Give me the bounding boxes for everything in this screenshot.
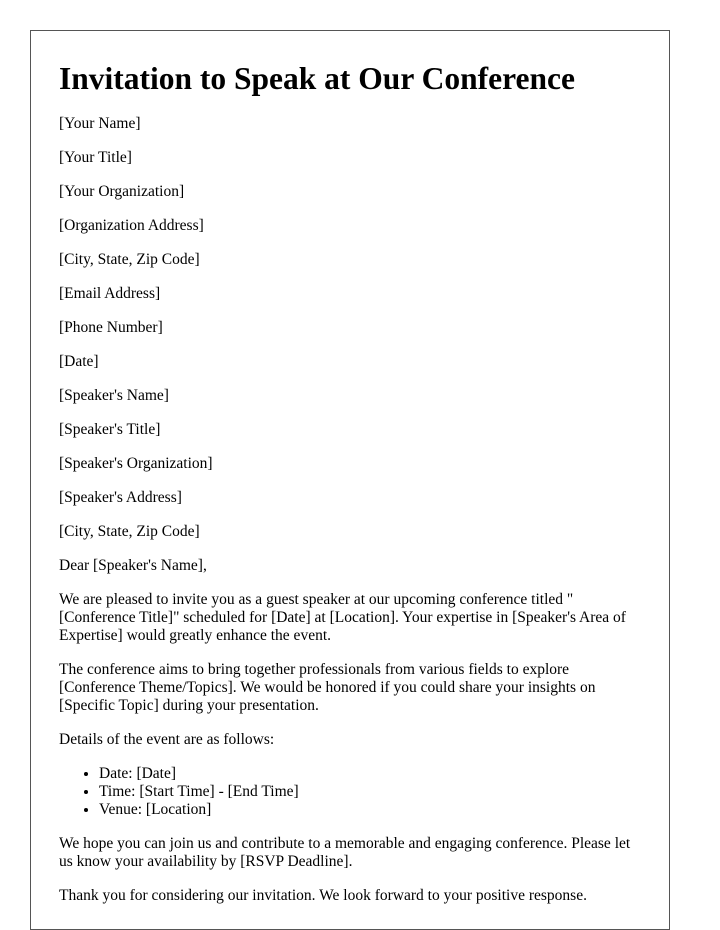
recipient-block bbox=[59, 387, 641, 541]
letter-page bbox=[30, 30, 670, 930]
sender-address: [Organization Address] bbox=[59, 217, 204, 234]
event-detail-time: • Time: [Start Time] - [End Time] bbox=[99, 783, 641, 801]
body-paragraph-details-intro: Details of the event are as follows: bbox=[59, 731, 275, 748]
page-title: Invitation to Speak at Our Conference bbox=[59, 61, 575, 96]
sender-block bbox=[59, 115, 641, 337]
recipient-title: [Speaker's Title] bbox=[59, 421, 161, 438]
closing-paragraph-thanks: Thank you for considering our invitation. We look forward to your positive response. bbox=[59, 887, 587, 904]
salutation: Dear [Speaker's Name], bbox=[59, 557, 207, 574]
recipient-city-state-zip: [City, State, Zip Code] bbox=[59, 523, 200, 540]
body-paragraph-invitation: We are pleased to invite you as a guest speaker at our upcoming conference titled "[Conference Title]" scheduled for [Date] at [Location]. Your expertise in [Speaker's Area of Expertise] would greatly enhance the event. bbox=[59, 591, 626, 644]
closing-paragraph-rsvp: We hope you can join us and contribute to a memorable and engaging conference. Please let us know your availability by [RSVP Deadline]. bbox=[59, 835, 631, 870]
event-detail-date: • Date: [Date] bbox=[99, 765, 641, 783]
event-detail-venue: • Venue: [Location] bbox=[99, 801, 641, 819]
recipient-organization: [Speaker's Organization] bbox=[59, 455, 213, 472]
body-paragraph-theme: The conference aims to bring together professionals from various fields to explore [Conference Theme/Topics]. We would be honored if you could share your insights on [Specific Topic] during your presentation. bbox=[59, 661, 596, 714]
sender-title: [Your Title] bbox=[59, 149, 132, 166]
letter-date: [Date] bbox=[59, 353, 99, 370]
sender-name: [Your Name] bbox=[59, 115, 141, 132]
sender-city-state-zip: [City, State, Zip Code] bbox=[59, 251, 200, 268]
event-details-list bbox=[59, 765, 641, 819]
recipient-address: [Speaker's Address] bbox=[59, 489, 182, 506]
sender-organization: [Your Organization] bbox=[59, 183, 185, 200]
recipient-name: [Speaker's Name] bbox=[59, 387, 169, 404]
sender-phone: [Phone Number] bbox=[59, 319, 163, 336]
sender-email: [Email Address] bbox=[59, 285, 161, 302]
